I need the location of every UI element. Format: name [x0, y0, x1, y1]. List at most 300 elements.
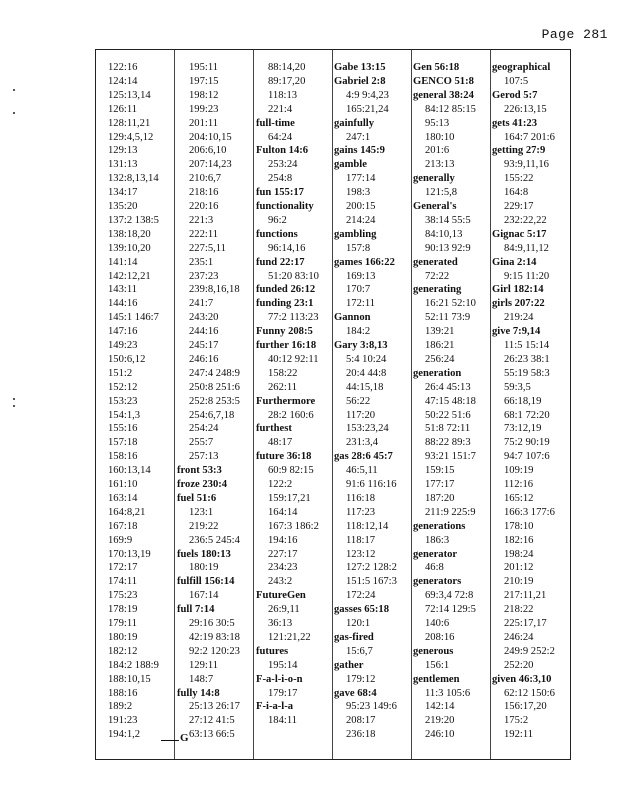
index-reference: 167:18	[108, 520, 138, 532]
index-reference: 28:2 160:6	[268, 409, 314, 421]
index-reference: 229:17	[504, 201, 534, 212]
column-divider	[174, 50, 175, 759]
index-reference: 123:1	[189, 506, 214, 518]
index-reference: 60:9 82:15	[268, 465, 314, 477]
index-reference: 129:4,5,12	[108, 131, 154, 143]
index-heading: funding 23:1	[256, 298, 314, 310]
index-reference: 180:19	[108, 631, 138, 643]
index-reference: 187:20	[425, 492, 455, 504]
index-heading: gainfully	[334, 117, 375, 129]
index-reference: 170:7	[346, 284, 371, 296]
index-reference: 122:2	[268, 479, 293, 490]
index-reference: 194:1,2	[108, 729, 141, 741]
index-reference: 220:16	[189, 201, 219, 212]
index-reference: 164:8,21	[108, 506, 146, 518]
index-reference: 125:13,14	[108, 89, 151, 101]
index-reference: 9:15 11:20	[504, 270, 550, 282]
index-heading: Fulton 14:6	[256, 145, 309, 157]
index-column-5	[413, 50, 489, 759]
index-reference: 169:13	[346, 270, 376, 282]
index-reference: 107:5	[504, 75, 529, 87]
index-reference: 155:22	[504, 173, 534, 185]
index-reference: 156:17,20	[504, 701, 547, 713]
index-reference: 170:13,19	[108, 548, 151, 560]
index-reference: 47:15 48:18	[425, 395, 476, 407]
index-heading: functions	[256, 228, 298, 240]
column-divider	[411, 50, 412, 759]
index-reference: 29:16 30:5	[189, 618, 235, 629]
index-reference: 191:23	[108, 715, 138, 727]
index-reference: 234:23	[268, 562, 298, 574]
index-reference: 198:12	[189, 89, 219, 101]
index-reference: 11:3 105:6	[425, 687, 471, 699]
index-column-4	[334, 50, 410, 759]
index-reference: 165:12	[504, 492, 534, 504]
index-reference: 204:10,15	[189, 131, 232, 143]
index-reference: 241:7	[189, 298, 214, 310]
index-heading: generous	[413, 645, 454, 657]
index-reference: 178:10	[504, 520, 534, 532]
index-reference: 201:12	[504, 562, 534, 574]
index-reference: 207:14,23	[189, 159, 232, 171]
index-reference: 158:22	[268, 367, 298, 379]
index-reference: 160:13,14	[108, 465, 151, 477]
section-letter: G	[180, 732, 189, 744]
index-reference: 124:14	[108, 75, 138, 87]
index-reference: 199:23	[189, 103, 219, 115]
column-divider	[490, 50, 491, 759]
index-reference: 55:19 58:3	[504, 367, 550, 379]
index-reference: 145:1 146:7	[108, 312, 159, 324]
index-heading: Gen 56:18	[413, 62, 460, 73]
index-heading: fuel 51:6	[177, 492, 217, 504]
index-heading: Gina 2:14	[492, 256, 537, 268]
index-reference: 62:12 150:6	[504, 687, 555, 699]
scan-speck	[13, 89, 15, 91]
index-reference: 95:23 149:6	[346, 701, 397, 713]
index-reference: 126:11	[108, 103, 138, 115]
index-heading: Gary 3:8,13	[334, 340, 388, 351]
index-reference: 166:3 177:6	[504, 506, 555, 518]
index-heading: fun 155:17	[256, 187, 304, 199]
index-reference: 84:10,13	[425, 228, 463, 240]
index-reference: 139:10,20	[108, 242, 151, 254]
index-reference: 84:9,11,12	[504, 242, 549, 254]
index-heading: gets 41:23	[492, 117, 538, 129]
index-reference: 184:2 188:9	[108, 659, 159, 671]
index-reference: 172:17	[108, 562, 138, 574]
index-reference: 153:23	[108, 395, 138, 407]
index-reference: 254:6,7,18	[189, 409, 235, 421]
index-reference: 201:11	[189, 117, 219, 129]
index-reference: 206:6,10	[189, 145, 227, 157]
index-reference: 50:22 51:6	[425, 409, 471, 421]
index-reference: 25:13 26:17	[189, 701, 240, 713]
index-reference: 59:3,5	[504, 381, 531, 393]
index-heading: gas 28:6 45:7	[334, 451, 393, 463]
index-heading: Furthermore	[256, 395, 316, 407]
index-reference: 91:6 116:16	[346, 479, 397, 490]
index-reference: 5:4 10:24	[346, 353, 387, 365]
index-reference: 227:5,11	[189, 242, 226, 254]
scan-speck	[13, 398, 15, 400]
index-heading: Funny 208:5	[256, 326, 313, 338]
index-heading: Girl 182:14	[492, 284, 544, 296]
column-divider	[253, 50, 254, 759]
index-reference: 128:11,21	[108, 117, 151, 129]
index-reference: 211:9 225:9	[425, 506, 476, 518]
index-reference: 68:1 72:20	[504, 409, 550, 421]
index-reference: 247:1	[346, 131, 371, 143]
index-reference: 26:23 38:1	[504, 353, 550, 365]
index-reference: 134:17	[108, 187, 138, 199]
index-reference: 89:17,20	[268, 75, 306, 87]
index-heading: Gignac 5:17	[492, 228, 547, 240]
index-reference: 252:8 253:5	[189, 395, 240, 407]
index-reference: 245:17	[189, 340, 219, 351]
index-heading: General's	[413, 201, 457, 212]
index-reference: 236:5 245:4	[189, 534, 240, 546]
index-reference: 165:21,24	[346, 103, 389, 115]
index-reference: 95:13	[425, 117, 450, 129]
index-heading: F-i-a-l-a	[256, 701, 294, 713]
index-reference: 140:6	[425, 618, 450, 629]
index-reference: 73:12,19	[504, 423, 542, 435]
index-heading: full 7:14	[177, 604, 215, 616]
index-reference: 164:8	[504, 187, 529, 199]
index-reference: 137:2 138:5	[108, 214, 159, 226]
index-heading: generating	[413, 284, 462, 296]
index-reference: 164:14	[268, 506, 298, 518]
index-reference: 151:5 167:3	[346, 576, 397, 588]
index-reference: 116:18	[346, 492, 376, 504]
index-reference: 189:2	[108, 701, 133, 713]
index-heading: front 53:3	[177, 465, 222, 477]
index-heading: future 36:18	[256, 451, 312, 463]
index-heading: getting 27:9	[492, 145, 546, 157]
index-reference: 174:11	[108, 576, 138, 588]
index-reference: 88:14,20	[268, 62, 306, 73]
index-reference: 112:16	[504, 479, 534, 490]
index-reference: 197:15	[189, 75, 219, 87]
index-heading: Gabe 13:15	[334, 62, 386, 73]
index-reference: 218:22	[504, 604, 534, 616]
index-heading: furthest	[256, 423, 292, 435]
index-reference: 262:11	[268, 381, 298, 393]
index-reference: 172:11	[346, 298, 376, 310]
index-reference: 222:11	[189, 228, 219, 240]
index-column-1	[108, 50, 174, 759]
index-reference: 253:24	[268, 159, 298, 171]
index-heading: froze 230:4	[177, 479, 228, 490]
index-reference: 221:3	[189, 214, 214, 226]
index-reference: 219:24	[504, 312, 534, 324]
index-reference: 208:16	[425, 631, 455, 643]
index-reference: 178:19	[108, 604, 138, 616]
index-reference: 184:2	[346, 326, 371, 338]
index-reference: 121:21,22	[268, 631, 311, 643]
index-reference: 16:21 52:10	[425, 298, 476, 310]
index-heading: given 46:3,10	[492, 673, 552, 685]
index-reference: 117:23	[346, 506, 376, 518]
index-reference: 88:22 89:3	[425, 437, 471, 449]
index-reference: 56:22	[346, 395, 371, 407]
index-reference: 198:24	[504, 548, 534, 560]
index-reference: 129:11	[189, 659, 219, 671]
index-reference: 132:8,13,14	[108, 173, 159, 185]
index-reference: 246:10	[425, 729, 455, 741]
index-heading: fund 22:17	[256, 256, 305, 268]
index-reference: 235:1	[189, 256, 214, 268]
index-reference: 210:19	[504, 576, 534, 588]
index-heading: gather	[334, 659, 364, 671]
index-reference: 164:7 201:6	[504, 131, 555, 143]
index-reference: 51:20 83:10	[268, 270, 319, 282]
index-reference: 179:17	[268, 687, 298, 699]
index-reference: 72:22	[425, 270, 450, 282]
index-reference: 243:20	[189, 312, 219, 324]
index-reference: 218:16	[189, 187, 219, 199]
index-reference: 121:5,8	[425, 187, 458, 199]
index-heading: gambling	[334, 228, 377, 240]
index-reference: 177:17	[425, 479, 455, 490]
index-reference: 117:20	[346, 409, 376, 421]
index-reference: 214:24	[346, 214, 376, 226]
index-reference: 255:7	[189, 437, 214, 449]
index-reference: 148:7	[189, 673, 214, 685]
index-reference: 46:8	[425, 562, 444, 574]
index-reference: 158:16	[108, 451, 138, 463]
index-reference: 63:13 66:5	[189, 729, 235, 741]
index-reference: 201:6	[425, 145, 450, 157]
index-reference: 179:11	[108, 618, 138, 629]
index-reference: 231:3,4	[346, 437, 379, 449]
index-reference: 122:16	[108, 62, 138, 73]
index-heading: geographical	[492, 62, 551, 73]
index-reference: 195:14	[268, 659, 298, 671]
index-heading: gamble	[334, 159, 367, 171]
index-reference: 159:17,21	[268, 492, 311, 504]
index-heading: generator	[413, 548, 458, 560]
index-heading: GENCO 51:8	[413, 75, 474, 87]
index-reference: 180:10	[425, 131, 455, 143]
index-heading: generation	[413, 367, 462, 379]
index-reference: 152:12	[108, 381, 138, 393]
index-reference: 182:16	[504, 534, 534, 546]
index-heading: Gabriel 2:8	[334, 75, 386, 87]
index-heading: generated	[413, 256, 458, 268]
index-reference: 232:22,22	[504, 214, 547, 226]
index-reference: 147:16	[108, 326, 138, 338]
index-heading: generators	[413, 576, 462, 588]
index-reference: 254:8	[268, 173, 293, 185]
index-reference: 11:5 15:14	[504, 340, 550, 351]
index-reference: 127:2 128:2	[346, 562, 397, 574]
index-reference: 51:8 72:11	[425, 423, 471, 435]
index-reference: 252:20	[504, 659, 534, 671]
index-reference: 4:9 9:4,23	[346, 89, 389, 101]
index-reference: 257:13	[189, 451, 219, 463]
index-reference: 129:13	[108, 145, 138, 157]
index-column-6	[492, 50, 568, 759]
index-reference: 239:8,16,18	[189, 284, 240, 296]
index-reference: 156:1	[425, 659, 450, 671]
index-reference: 118:13	[268, 89, 298, 101]
index-heading: futures	[256, 645, 289, 657]
index-reference: 84:12 85:15	[425, 103, 476, 115]
index-reference: 217:11,21	[504, 590, 547, 602]
index-reference: 123:12	[346, 548, 376, 560]
index-reference: 142:12,21	[108, 270, 151, 282]
index-reference: 210:6,7	[189, 173, 222, 185]
index-reference: 153:23,24	[346, 423, 389, 435]
index-reference: 246:16	[189, 353, 219, 365]
index-reference: 36:13	[268, 618, 293, 629]
index-heading: girls 207:22	[492, 298, 545, 310]
index-reference: 172:24	[346, 590, 376, 602]
index-reference: 142:14	[425, 701, 455, 713]
index-reference: 169:9	[108, 534, 133, 546]
index-reference: 182:12	[108, 645, 138, 657]
index-heading: give 7:9,14	[492, 326, 541, 338]
index-reference: 139:21	[425, 326, 455, 338]
index-reference: 219:20	[425, 715, 455, 727]
index-heading: gave 68:4	[334, 687, 377, 699]
index-heading: Gerod 5:7	[492, 89, 538, 101]
index-column-3	[256, 50, 330, 759]
index-reference: 149:23	[108, 340, 138, 351]
index-reference: 246:24	[504, 631, 534, 643]
index-reference: 26:9,11	[268, 604, 300, 616]
index-heading: general 38:24	[413, 89, 474, 101]
index-frame	[95, 49, 571, 760]
index-reference: 198:3	[346, 187, 371, 199]
index-reference: 96:14,16	[268, 242, 306, 254]
scan-speck	[13, 405, 15, 407]
index-reference: 188:16	[108, 687, 138, 699]
index-reference: 92:2 120:23	[189, 645, 240, 657]
column-divider	[332, 50, 333, 759]
index-reference: 188:10,15	[108, 673, 151, 685]
index-heading: gentlemen	[413, 673, 460, 685]
index-reference: 77:2 113:23	[268, 312, 319, 324]
index-reference: 186:21	[425, 340, 455, 351]
index-heading: generations	[413, 520, 466, 532]
underline-rule	[161, 740, 179, 741]
index-reference: 184:11	[268, 715, 298, 727]
page-number: Page 281	[541, 27, 608, 42]
index-reference: 66:18,19	[504, 395, 542, 407]
index-reference: 118:12,14	[346, 520, 389, 532]
index-reference: 155:16	[108, 423, 138, 435]
index-reference: 64:24	[268, 131, 293, 143]
index-reference: 179:12	[346, 673, 376, 685]
index-reference: 154:1,3	[108, 409, 141, 421]
index-reference: 221:4	[268, 103, 293, 115]
index-reference: 120:1	[346, 618, 371, 629]
index-reference: 52:11 73:9	[425, 312, 471, 324]
index-heading: FutureGen	[256, 590, 306, 602]
index-reference: 244:16	[189, 326, 219, 338]
index-reference: 167:3 186:2	[268, 520, 319, 532]
index-reference: 46:5,11	[346, 465, 378, 477]
index-reference: 90:13 92:9	[425, 242, 471, 254]
index-heading: funded 26:12	[256, 284, 316, 296]
index-reference: 159:15	[425, 465, 455, 477]
index-reference: 200:15	[346, 201, 376, 212]
index-reference: 72:14 129:5	[425, 604, 476, 616]
index-reference: 143:11	[108, 284, 138, 296]
index-reference: 93:9,11,16	[504, 159, 549, 171]
index-reference: 226:13,15	[504, 103, 547, 115]
index-reference: 237:23	[189, 270, 219, 282]
index-reference: 93:21 151:7	[425, 451, 476, 463]
index-heading: further 16:18	[256, 340, 317, 351]
index-reference: 157:18	[108, 437, 138, 449]
index-reference: 40:12 92:11	[268, 353, 319, 365]
index-reference: 42:19 83:18	[189, 631, 240, 643]
index-heading: gas-fired	[334, 631, 374, 643]
index-reference: 141:14	[108, 256, 138, 268]
index-heading: full-time	[256, 117, 295, 129]
index-reference: 175:23	[108, 590, 138, 602]
index-heading: games 166:22	[334, 256, 395, 268]
index-reference: 138:18,20	[108, 228, 151, 240]
index-heading: fulfill 156:14	[177, 576, 235, 588]
index-reference: 250:8 251:6	[189, 381, 240, 393]
index-reference: 175:2	[504, 715, 529, 727]
index-reference: 195:11	[189, 62, 219, 73]
index-reference: 177:14	[346, 173, 376, 185]
index-reference: 256:24	[425, 353, 455, 365]
index-reference: 194:16	[268, 534, 298, 546]
index-heading: F-a-l-i-o-n	[256, 673, 303, 685]
index-heading: gains 145:9	[334, 145, 385, 157]
scan-speck	[13, 112, 15, 114]
index-reference: 163:14	[108, 492, 138, 504]
index-reference: 254:24	[189, 423, 219, 435]
index-reference: 69:3,4 72:8	[425, 590, 474, 602]
index-reference: 109:19	[504, 465, 534, 477]
index-reference: 15:6,7	[346, 645, 373, 657]
index-reference: 219:22	[189, 520, 219, 532]
index-heading: generally	[413, 173, 455, 185]
index-reference: 213:13	[425, 159, 455, 171]
index-column-2	[177, 50, 251, 759]
index-reference: 150:6,12	[108, 353, 146, 365]
index-reference: 144:16	[108, 298, 138, 310]
index-reference: 192:11	[504, 729, 534, 741]
index-reference: 249:9 252:2	[504, 645, 555, 657]
index-heading: fully 14:8	[177, 687, 220, 699]
index-reference: 167:14	[189, 590, 219, 602]
index-heading: gasses 65:18	[334, 604, 390, 616]
index-reference: 227:17	[268, 548, 298, 560]
index-heading: Gannon	[334, 312, 371, 324]
index-reference: 186:3	[425, 534, 450, 546]
index-reference: 135:20	[108, 201, 138, 212]
index-reference: 38:14 55:5	[425, 214, 471, 226]
index-reference: 161:10	[108, 479, 138, 490]
index-reference: 26:4 45:13	[425, 381, 471, 393]
index-heading: fuels 180:13	[177, 548, 231, 560]
index-reference: 157:8	[346, 242, 371, 254]
index-reference: 247:4 248:9	[189, 367, 240, 379]
section-letter-marker	[161, 732, 189, 744]
index-reference: 225:17,17	[504, 618, 547, 629]
index-reference: 208:17	[346, 715, 376, 727]
index-reference: 48:17	[268, 437, 293, 449]
